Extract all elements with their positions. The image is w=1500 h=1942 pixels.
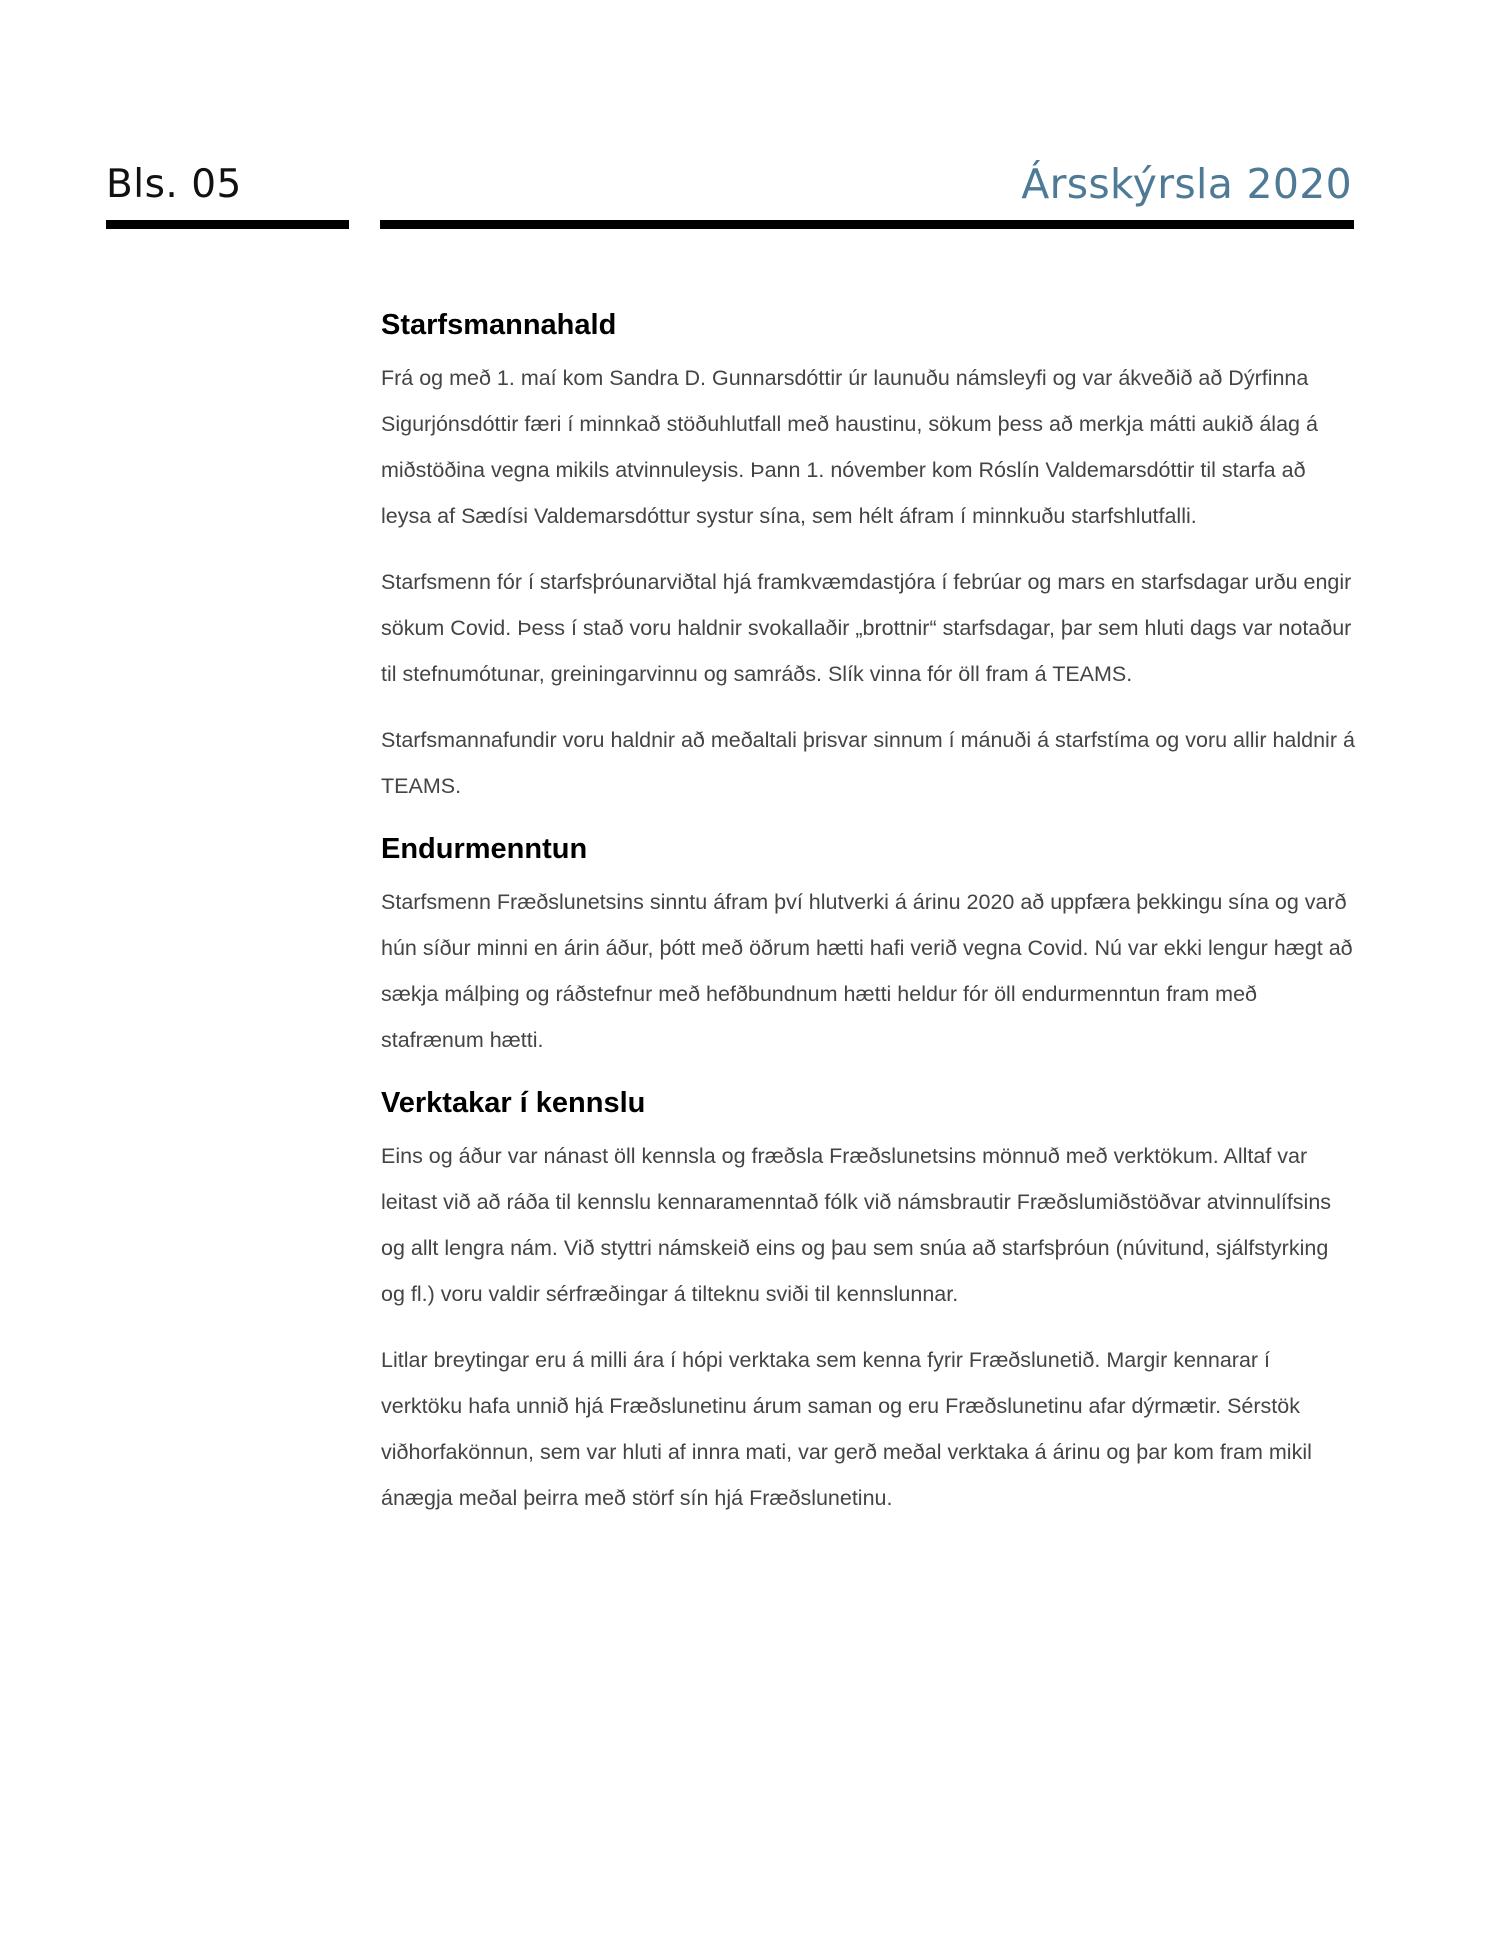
paragraph: Starfsmenn fór í starfsþróunarviðtal hjá framkvæmdastjóra í febrúar og mars en starfsdagar urðu engir sökum Covid. Þess í stað voru haldnir svokallaðir „brottnir“ starfsdagar, þar sem hluti dags var notaður til stefnumótunar, greiningarvinnu og samráðs. Slík vinna fór öll fram á TEAMS. [381,570,1352,686]
header-rule-right [380,220,1354,229]
report-title: Ársskýrsla 2020 [1021,160,1352,208]
paragraph: Litlar breytingar eru á milli ára í hópi verktaka sem kenna fyrir Fræðslunetið. Margir kennarar í verktöku hafa unnið hjá Fræðslunetinu árum saman og eru Fræðslunetinu afar dýrmætir. Sérstök viðhorfakönnun, sem var hluti af innra mati, var gerð meðal verktaka á árinu og þar kom fram mikil ánægja meðal þeirra með störf sín hjá Fræðslunetinu. [381,1348,1312,1510]
document-body [381,305,1356,1541]
section-heading: Endurmenntun [381,833,588,865]
page-number: Bls. 05 [106,162,242,207]
section-heading: Verktakar í kennslu [381,1087,646,1119]
section-starfsmannahald [381,305,1356,809]
section-verktakar-i-kennslu [381,1083,1356,1521]
paragraph: Frá og með 1. maí kom Sandra D. Gunnarsdóttir úr launuðu námsleyfi og var ákveðið að Dýrfinna Sigurjónsdóttir færi í minnkað stöðuhlutfall með haustinu, sökum þess að merkja mátti aukið álag á miðstöðina vegna mikils atvinnuleysis. Þann 1. nóvember kom Róslín Valdemarsdóttir til starfa að leysa af Sædísi Valdemarsdóttur systur sína, sem hélt áfram í minnkuðu starfshlutfalli. [381,366,1318,528]
paragraph: Starfsmannafundir voru haldnir að meðaltali þrisvar sinnum í mánuði á starfstíma og voru allir haldnir á TEAMS. [381,728,1355,798]
section-heading: Starfsmannahald [381,309,617,341]
header-rule-left [106,220,349,229]
paragraph: Eins og áður var nánast öll kennsla og fræðsla Fræðslunetsins mönnuð með verktökum. Alltaf var leitast við að ráða til kennslu kennaramenntað fólk við námsbrautir Fræðslumiðstöðvar atvinnulífsins og allt lengra nám. Við styttri námskeið eins og þau sem snúa að starfsþróun (núvitund, sjálfstyrking og fl.) voru valdir sérfræðingar á tilteknu sviði til kennslunnar. [381,1144,1332,1306]
paragraph: Starfsmenn Fræðslunetsins sinntu áfram því hlutverki á árinu 2020 að uppfæra þekkingu sína og varð hún síður minni en árin áður, þótt með öðrum hætti hafi verið vegna Covid. Nú var ekki lengur hægt að sækja málþing og ráðstefnur með hefðbundnum hætti heldur fór öll endurmenntun fram með stafrænum hætti. [381,890,1353,1052]
section-endurmenntun [381,829,1356,1063]
